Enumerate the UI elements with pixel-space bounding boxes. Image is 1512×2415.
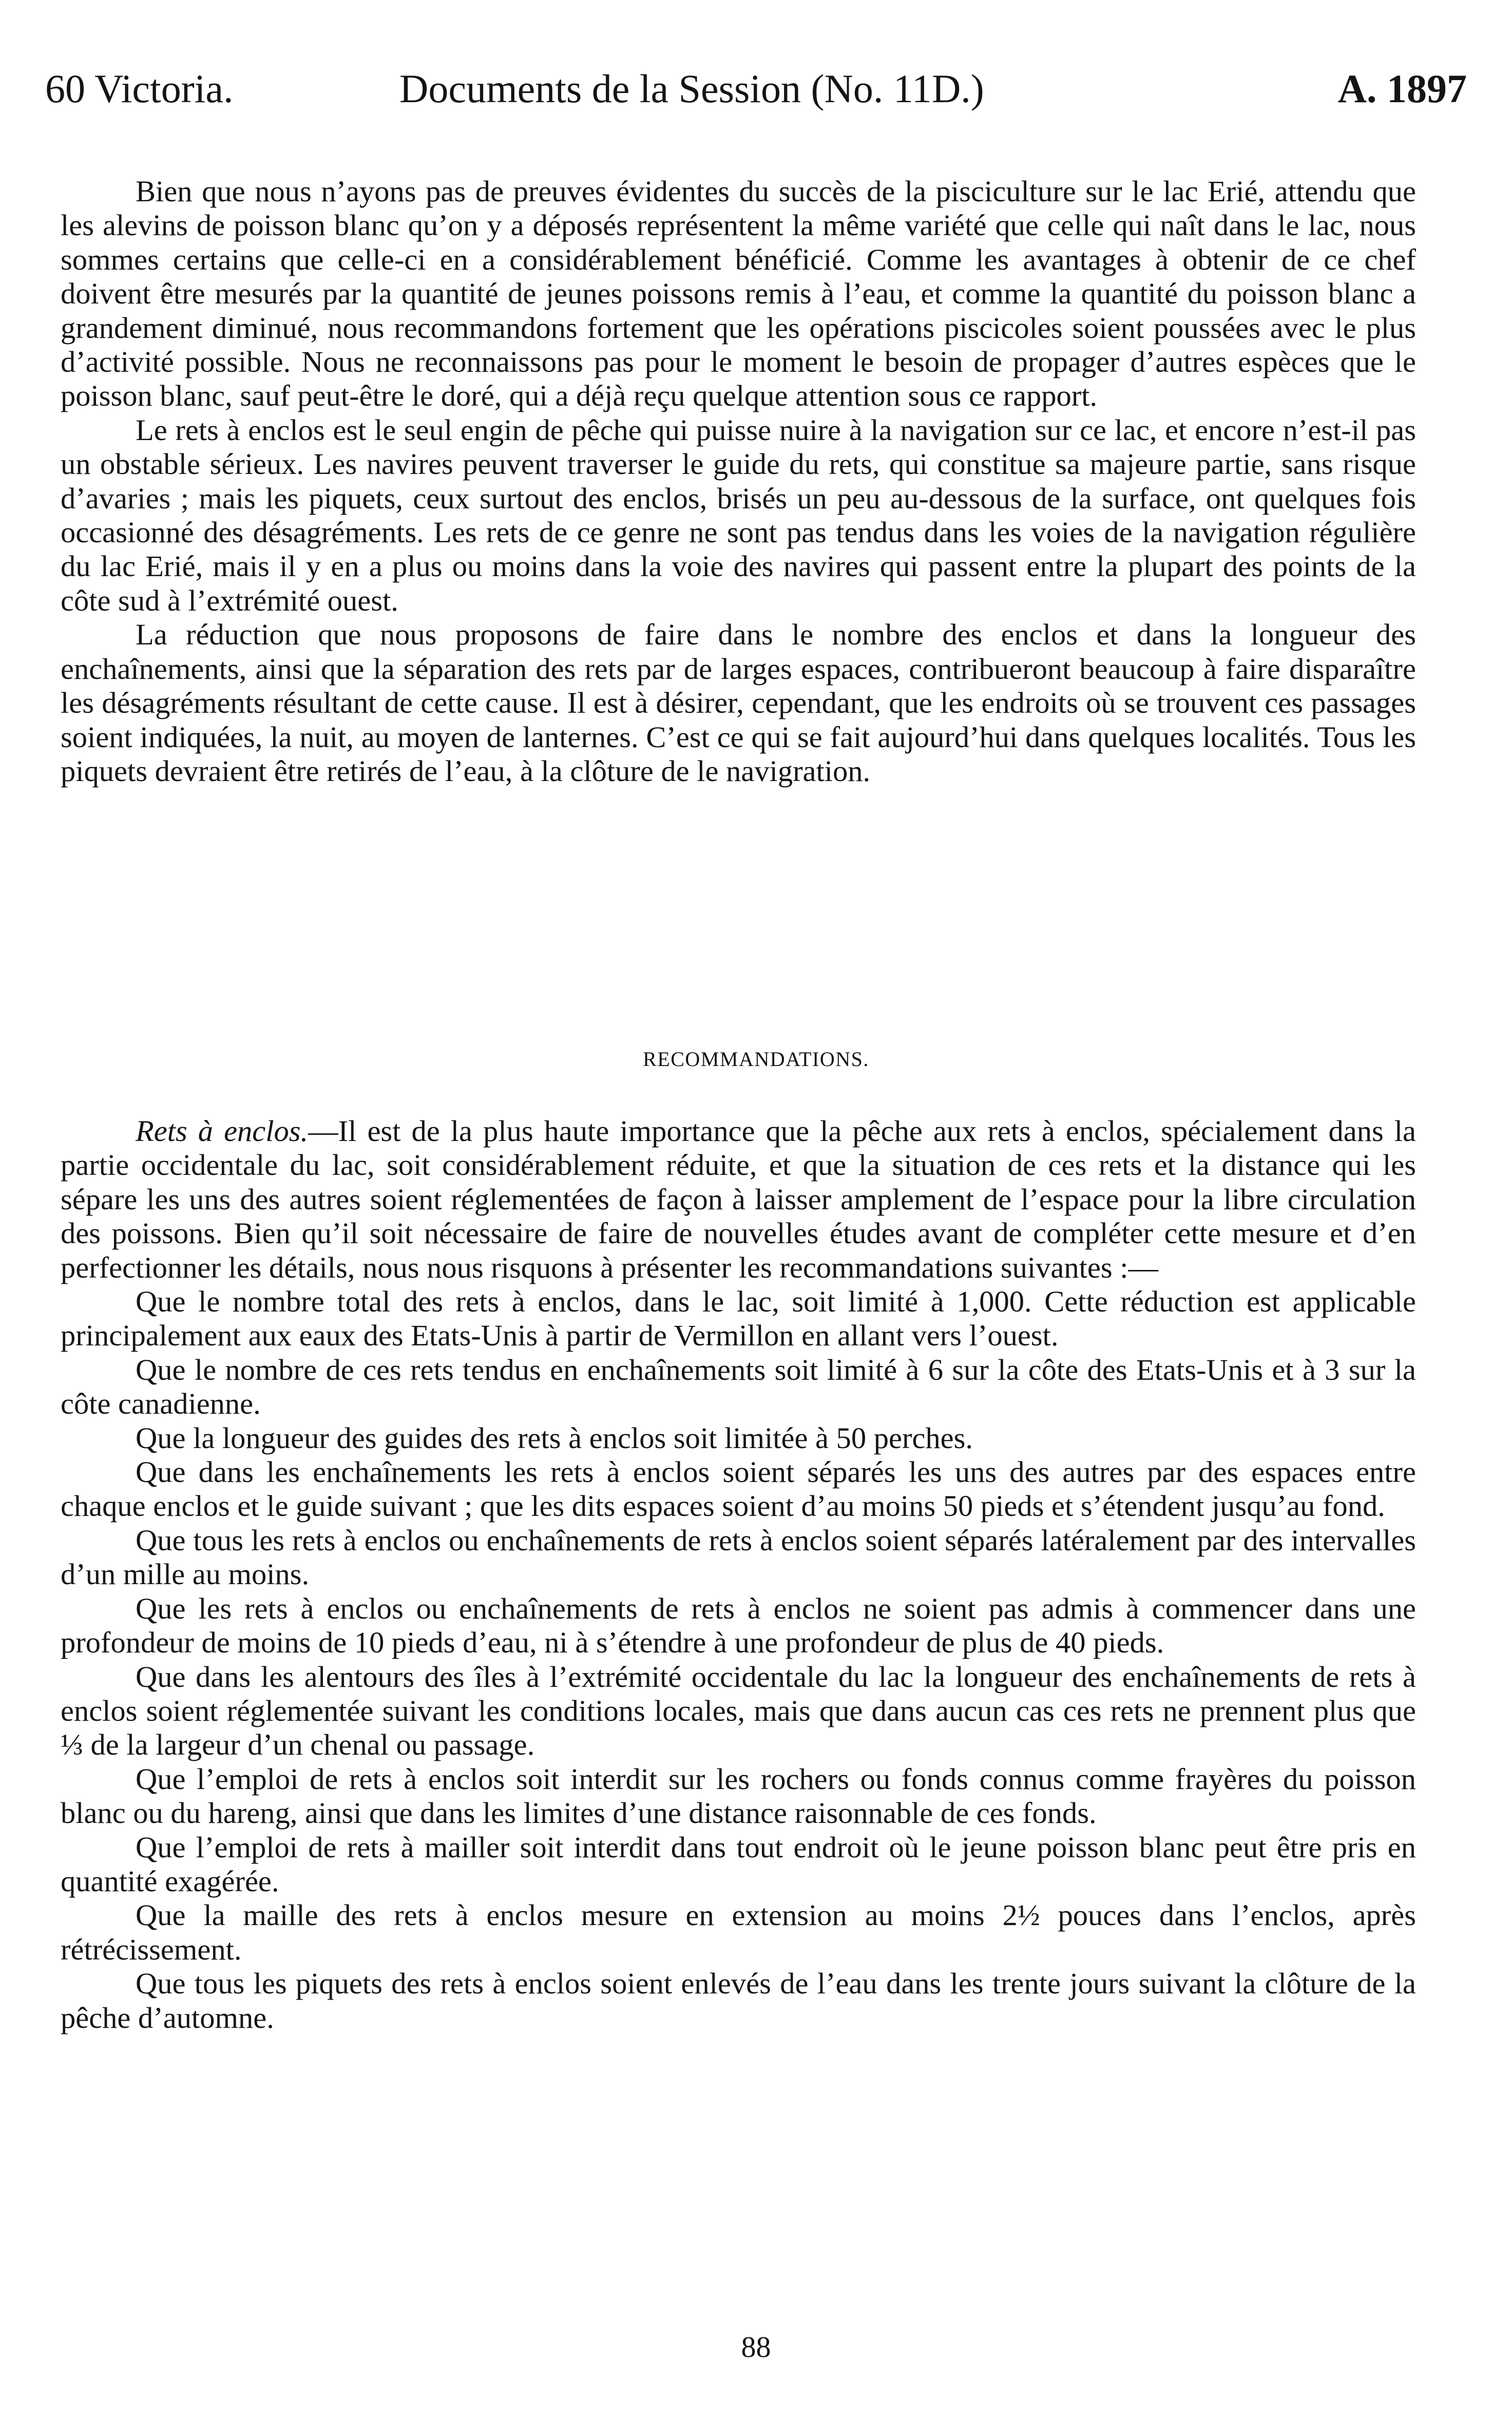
lead-term: Rets à enclos. — [136, 1114, 309, 1148]
intro-section — [61, 175, 1416, 788]
recommendation-item: Que l’emploi de rets à mailler soit interdit dans tout endroit où le jeune poisson blanc peut être pris en quantité exagérée. — [61, 1830, 1416, 1898]
recommendation-item: Que dans les enchaînements les rets à enclos soient séparés les uns des autres par des espaces entre chaque enclos et le guide suivant ; que les dits espaces soient d’au moins 50 pieds et s’étendent jusqu’au fond. — [61, 1455, 1416, 1523]
paragraph: Bien que nous n’ayons pas de preuves évidentes du succès de la pisciculture sur le lac Erié, attendu que les alevins de poisson blanc qu’on y a déposés représentent la même variété que celle qui naît dans le lac, nous sommes certains que celle-ci en a considérablement bénéficié. Comme les avantages à obtenir de ce chef doivent être mesurés par la quantité de jeunes poissons remis à l’eau, et comme la quantité du poisson blanc a grandement diminué, nous recommandons fortement que les opérations piscicoles soient poussées avec le plus d’activité possible. Nous ne reconnaissons pas pour le moment le besoin de propager d’autres espèces que le poisson blanc, sauf peut-être le doré, qui a déjà reçu quelque attention sous ce rapport. — [61, 175, 1416, 413]
page-number: 88 — [741, 2330, 771, 2364]
header-year: A. 1897 — [1337, 66, 1467, 111]
paragraph: La réduction que nous proposons de faire dans le nombre des enclos et dans la longueur des enchaînements, ainsi que la séparation des rets par de larges espaces, contribueront beaucoup à faire disparaître les désagréments résultant de cette cause. Il est à désirer, cependant, que les endroits où se trouvent ces passages soient indiquées, la nuit, au moyen de lanternes. C’est ce qui se fait aujourd’hui dans quelques localités. Tous les piquets devraient être retirés de l’eau, à la clôture de le navigration. — [61, 618, 1416, 788]
running-header — [45, 66, 1467, 112]
recommendation-item: Que la longueur des guides des rets à enclos soit limitée à 50 perches. — [136, 1421, 973, 1455]
paragraph: Le rets à enclos est le seul engin de pêche qui puisse nuire à la navigation sur ce lac, et encore n’est-il pas un obstable sérieux. Les navires peuvent traverser le guide du rets, qui constitue sa majeure partie, sans risque d’avaries ; mais les piquets, ceux surtout des enclos, brisés un peu au-dessous de la surface, ont quelques fois occasionné des désagréments. Les rets de ce genre ne sont pas tendus dans les voies de la navigation régulière du lac Erié, mais il y en a plus ou moins dans la voie des navires qui passent entre la plupart des points de la côte sud à l’extrémité ouest. — [61, 413, 1416, 617]
recommendation-item: Que tous les rets à enclos ou enchaînements de rets à enclos soient séparés latéralement par des intervalles d’un mille au moins. — [61, 1523, 1416, 1591]
header-title: Documents de la Session (No. 11D.) — [399, 66, 984, 111]
recommendation-item: Que le nombre total des rets à enclos, dans le lac, soit limité à 1,000. Cette réduction est applicable principalement aux eaux des Etats-Unis à partir de Vermillon en allant vers l’ouest. — [61, 1285, 1416, 1353]
recommendation-item: Que les rets à enclos ou enchaînements de rets à enclos ne soient pas admis à commencer dans une profondeur de moins de 10 pieds d’eau, ni à s’étendre à une profondeur de plus de 40 pieds. — [61, 1591, 1416, 1660]
recommendation-item: Que dans les alentours des îles à l’extrémité occidentale du lac la longueur des enchaînements de rets à enclos soient réglementée suivant les conditions locales, mais que dans aucun cas ces rets ne prennent plus que ⅓ de la largeur d’un chenal ou passage. — [61, 1660, 1416, 1762]
recommendation-item: Que la maille des rets à enclos mesure en extension au moins 2½ pouces dans l’enclos, après rétrécissement. — [61, 1898, 1416, 1966]
recommendations-section — [61, 1114, 1416, 2035]
lead-paragraph — [61, 1114, 1416, 1285]
recommendation-item: Que le nombre de ces rets tendus en enchaînements soit limité à 6 sur la côte des Etats-Unis et à 3 sur la côte canadienne. — [61, 1353, 1416, 1421]
lead-text: —Il est de la plus haute importance que la pêche aux rets à enclos, spécialement dans la partie occidentale du lac, soit considérablement réduite, et que la situation de ces rets et la distance qui les sépare les uns des autres soient réglementées de façon à laisser amplement de l’espace pour la libre circulation des poissons. Bien qu’il soit nécessaire de faire de nouvelles études avant de compléter cette mesure et d’en perfectionner les détails, nous nous risquons à présenter les recommandations suivantes :— — [61, 1114, 1416, 1284]
recommendation-item: Que l’emploi de rets à enclos soit interdit sur les rochers ou fonds connus comme frayères du poisson blanc ou du hareng, ainsi que dans les limites d’une distance raisonnable de ces fonds. — [61, 1762, 1416, 1830]
header-volume: 60 Victoria. — [45, 66, 234, 111]
recommendation-item: Que tous les piquets des rets à enclos soient enlevés de l’eau dans les trente jours suivant la clôture de la pêche d’automne. — [61, 1967, 1416, 2034]
section-heading: RECOMMANDATIONS. — [643, 1048, 869, 1071]
